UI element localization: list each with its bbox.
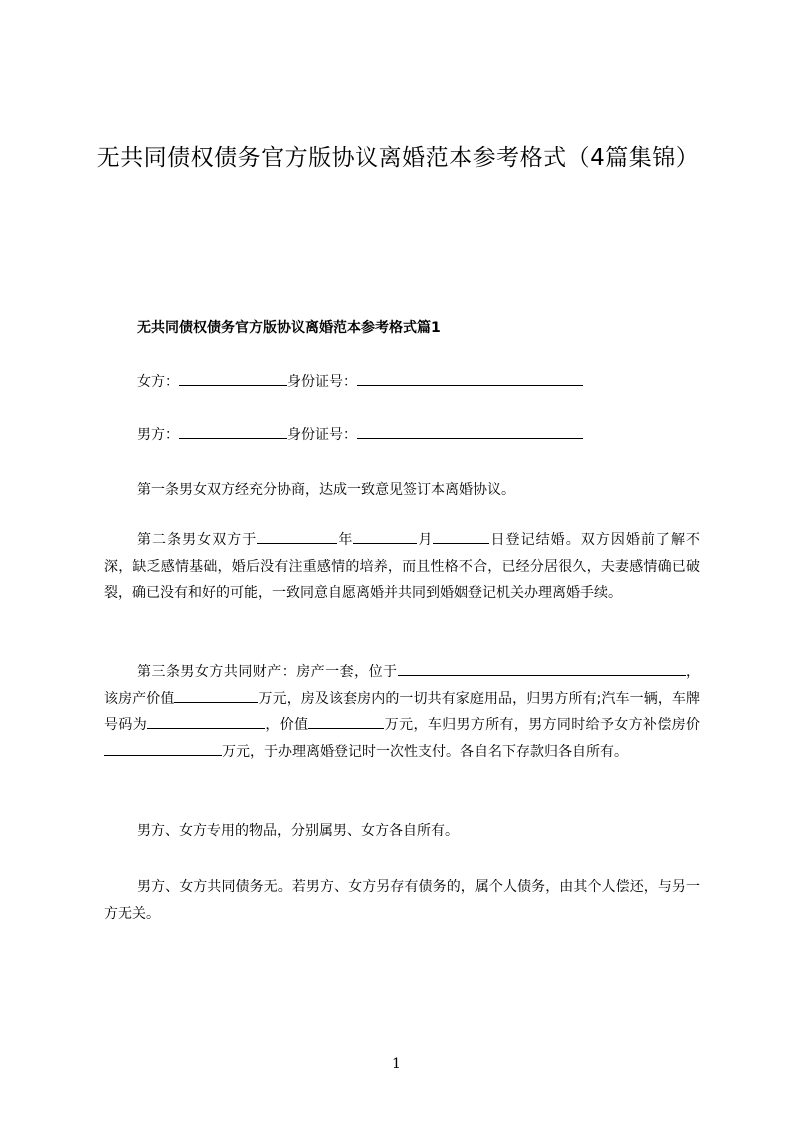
property-value-blank <box>174 688 258 703</box>
female-name-blank <box>179 371 287 386</box>
article-3-part2: ，该房产价值 <box>104 664 701 707</box>
page-number: 1 <box>392 1056 401 1072</box>
article-3 <box>104 659 700 765</box>
female-id-label: 身份证号： <box>287 374 357 390</box>
article-3-part5: 万元，车归男方所有，男方同时给予女方补偿房价 <box>384 717 701 733</box>
article-3-part4: ，价值 <box>265 717 309 733</box>
car-value-blank <box>308 714 384 729</box>
section-heading: 无共同债权债务官方版协议离婚范本参考格式篇1 <box>137 320 441 336</box>
article-4: 男方、女方专用的物品，分别属男、女方各自所有。 <box>137 823 459 839</box>
male-info-line <box>137 424 583 445</box>
marriage-day-blank <box>433 529 489 544</box>
male-label: 男方： <box>137 427 179 443</box>
compensation-blank <box>104 741 222 756</box>
article-3-part3: 万元，房及该套房内的一切共有家庭用品，归男方所有;汽车一辆，车牌号码为 <box>104 690 701 733</box>
article-2-prefix: 第二条男女双方于 <box>137 532 258 548</box>
property-address-blank-cont <box>676 661 686 676</box>
article-2 <box>104 527 700 607</box>
article-2-year: 年 <box>337 532 354 548</box>
female-label: 女方： <box>137 374 179 390</box>
female-info-line <box>137 371 583 392</box>
marriage-month-blank <box>353 529 417 544</box>
plate-number-blank <box>147 714 265 729</box>
article-2-suffix: 日登记结婚。双方因婚前了解不深，缺乏感情基础，婚后没有注重感情的培养，而且性格不合，已经分居很久，夫妻感情确已破裂，确已没有和好的可能，一致同意自愿离婚并共同到婚姻登记机关办理离婚手续。 <box>104 532 701 601</box>
article-2-month: 月 <box>417 532 434 548</box>
property-address-blank <box>398 661 676 676</box>
article-3-part1: 第三条男女方共同财产：房产一套，位于 <box>137 664 398 680</box>
document-title: 无共同债权债务官方版协议离婚范本参考格式（4篇集锦） <box>96 145 700 171</box>
male-id-blank <box>357 424 583 439</box>
article-3-part6: 万元，于办理离婚登记时一次性支付。各自名下存款归各自所有。 <box>222 743 628 760</box>
male-id-label: 身份证号： <box>287 427 357 443</box>
marriage-year-blank <box>257 529 337 544</box>
female-id-blank <box>357 371 583 386</box>
male-name-blank <box>179 424 287 439</box>
article-5: 男方、女方共同债务无。若男方、女方另存有债务的，属个人债务，由其个人偿还，与另一方无关。 <box>104 879 700 922</box>
article-1: 第一条男女双方经充分协商，达成一致意见签订本离婚协议。 <box>137 482 515 498</box>
